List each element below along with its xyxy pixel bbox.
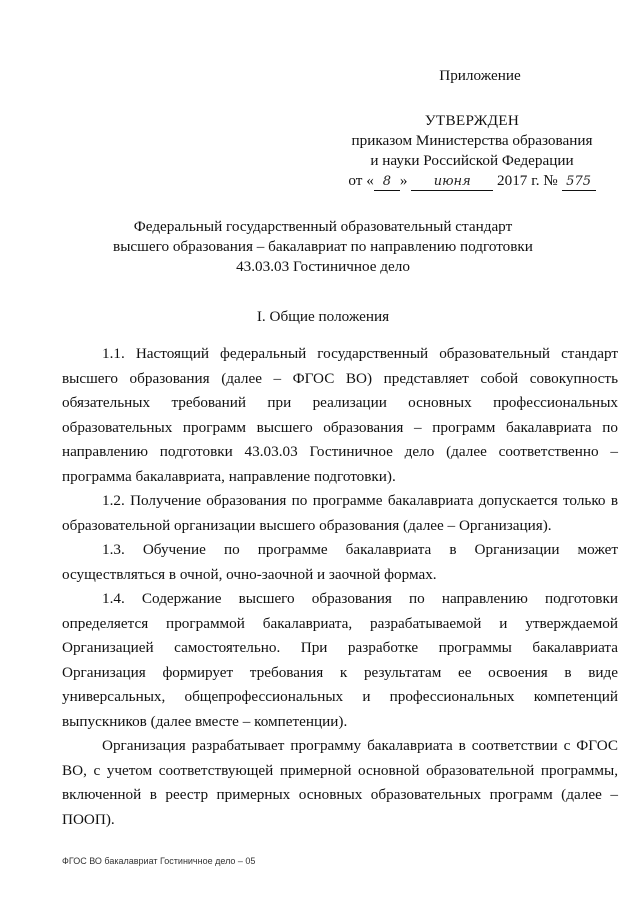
paragraph-1-2: 1.2. Получение образования по программе бакалавриата допускается только в образовательной организации высшего образования (далее – Организация). (62, 492, 618, 534)
section-heading: I. Общие положения (256, 308, 390, 325)
date-year: 2017 г. № (497, 172, 558, 189)
paragraph-1-4: 1.4. Содержание высшего образования по направлению подготовки определяется программой бакалавриата, разрабатываемой и утверждаемой Организацией самостоятельно. При разработке программы бакалавриата Организация формирует требования к результатам ее освоения в виде универсальных, общепрофессиональных и профессиональных компетенций выпускников (далее вместе – компетенции). (62, 590, 618, 730)
page-footer: ФГОС ВО бакалавриат Гостиничное дело – 05 (62, 856, 256, 866)
date-day: 8 (374, 174, 400, 191)
approved-title: УТВЕРЖДЕН (424, 112, 520, 129)
date-month: июня (411, 174, 493, 191)
document-body (62, 342, 618, 832)
date-mid: » (399, 172, 408, 189)
approved-line-1: приказом Министерства образования (351, 132, 593, 149)
title-line-2: высшего образования – бакалавриат по направлению подготовки (113, 238, 533, 255)
paragraph-organization: Организация разрабатывает программу бакалавриата в соответствии с ФГОС ВО, с учетом соответствующей примерной основной образовательной программы, включенной в реестр примерных основных образовательных программ (далее – ПООП). (62, 737, 618, 828)
date-prefix: от « (348, 172, 374, 189)
approved-line-2: и науки Российской Федерации (370, 152, 574, 169)
order-date-line (342, 171, 602, 191)
order-number: 575 (562, 174, 596, 191)
document-title (88, 217, 558, 277)
paragraph-1-3: 1.3. Обучение по программе бакалавриата в Организации может осуществляться в очной, очно-заочной и заочной формах. (62, 541, 618, 583)
title-line-3: 43.03.03 Гостиничное дело (236, 258, 410, 275)
title-line-1: Федеральный государственный образовательный стандарт (133, 218, 513, 235)
approval-block (342, 111, 602, 191)
appendix-label: Приложение (439, 67, 521, 84)
paragraph-1-1: 1.1. Настоящий федеральный государственный образовательный стандарт высшего образования (далее – ФГОС ВО) представляет собой совокупность обязательных требований при реализации основных профессиональных образовательных программ высшего образования – программ бакалавриата по направлению подготовки 43.03.03 Гостиничное дело (далее соответственно – программа бакалавриата, направление подготовки). (62, 345, 618, 485)
